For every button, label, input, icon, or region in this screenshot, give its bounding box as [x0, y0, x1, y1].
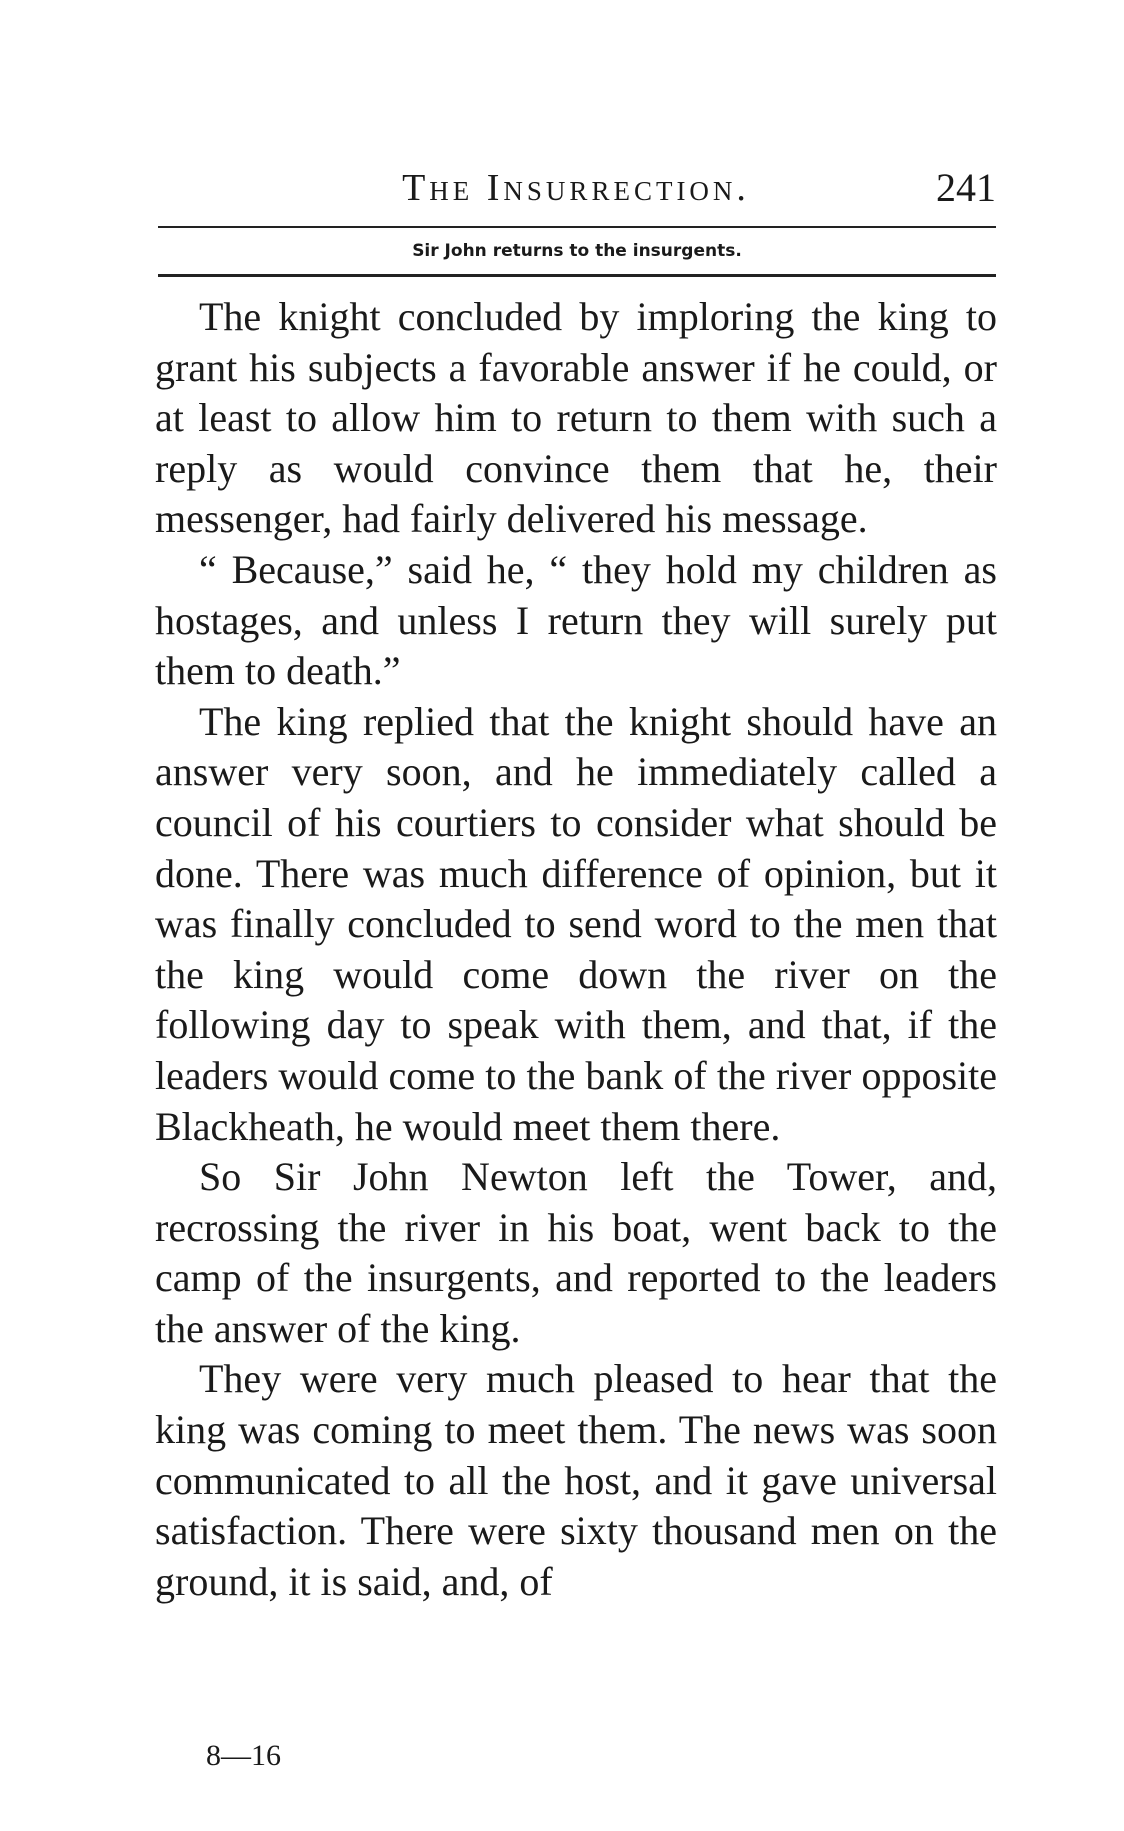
paragraph: So Sir John Newton left the Tower, and, recrossing the river in his boat, went back to the camp of the insurgents, and reported to the leaders the answer of the king.	[155, 1154, 997, 1351]
paragraph: The knight concluded by imploring the king to grant his subjects a favorable answer if he could, or at least to allow him to return to them with such a reply as would convince them that he, their messenger, had fairly delivered his message.	[155, 294, 997, 542]
running-head	[156, 160, 996, 216]
section-subheading: Sir John returns to the insurgents.	[412, 241, 742, 261]
running-title: The Insurrection.	[402, 167, 750, 209]
paragraph: The king replied that the knight should have an answer very soon, and he immediately called a council of his courtiers to consider what should be done. There was much difference of opinion, but it was finally concluded to send word to the men that the king would come down the river on the following day to speak with them, and that, if the leaders would come to the bank of the river opposite Blackheath, he would meet them there.	[155, 698, 997, 1149]
header-rule-top	[158, 226, 996, 228]
body-text	[155, 292, 997, 1607]
signature-mark: 8—16	[206, 1739, 281, 1772]
header-rule-bottom	[158, 274, 996, 277]
paragraph: They were very much pleased to hear that the king was coming to meet them. The news was soon communicated to all the host, and it gave universal satisfaction. There were sixty thousand men on the ground, it is said, and, of	[155, 1356, 997, 1604]
paragraph: “ Because,” said he, “ they hold my children as hostages, and unless I return they will surely put them to death.”	[155, 546, 997, 694]
page-number: 241	[936, 165, 996, 210]
